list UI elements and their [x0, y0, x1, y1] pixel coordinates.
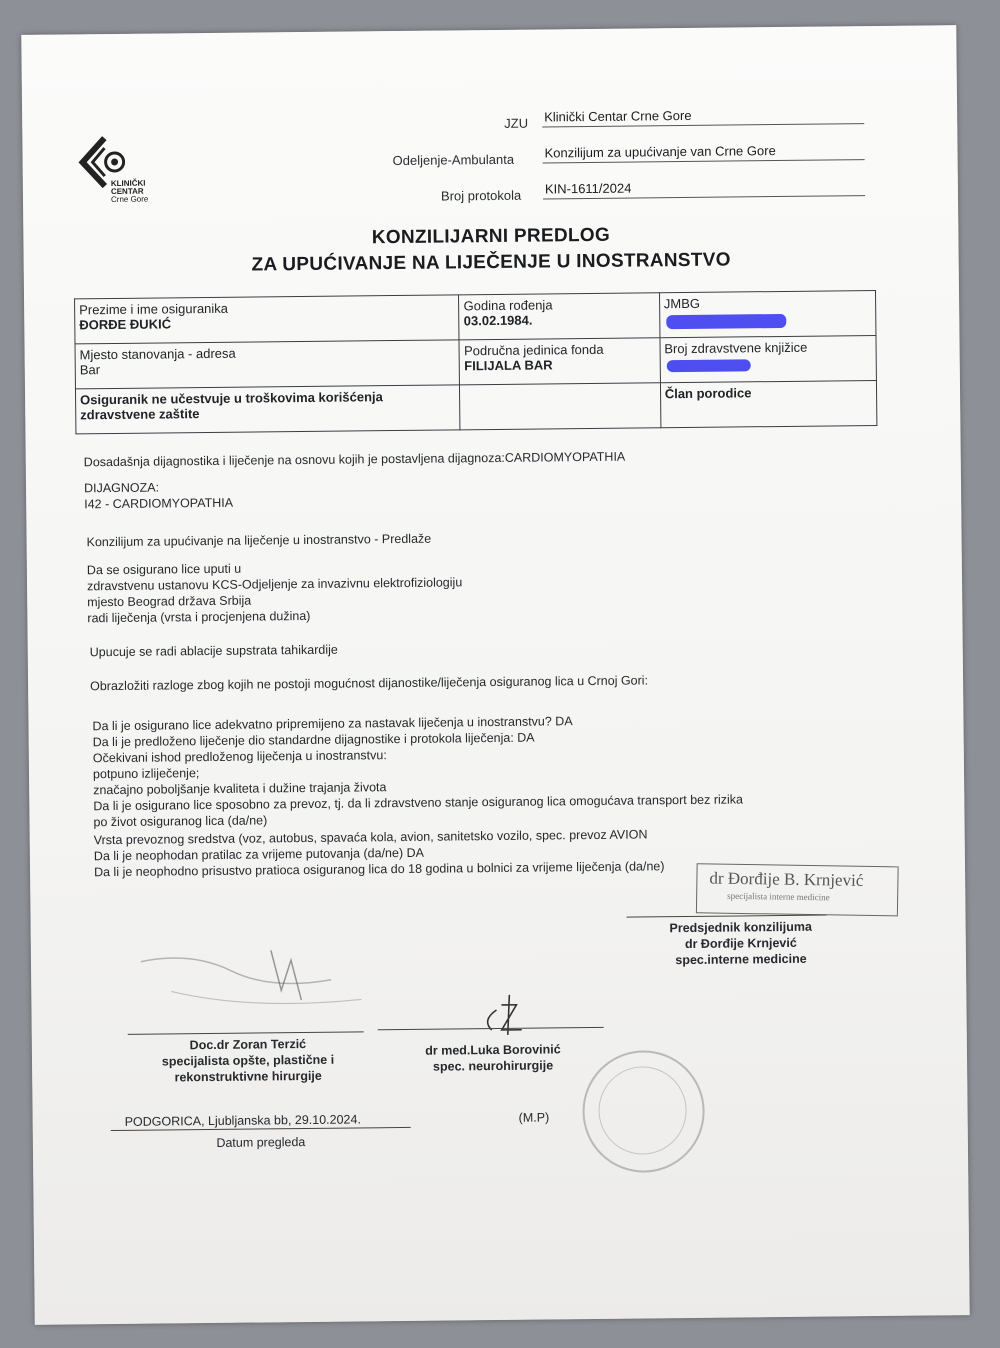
birth-value: 03.02.1984.: [463, 312, 533, 329]
left-sig-spec1: specijalista opšte, plastične i: [161, 1052, 335, 1069]
question-6: Da li je osigurano lice sposobno za prevoz, tj. da li zdravstveno stanje osiguranog lica omogućava transport bez rizika: [93, 792, 744, 814]
document-title-line1: KONZILIJARNI PREDLOG: [371, 224, 611, 249]
document-page: [21, 25, 969, 1325]
left-sig-name: Doc.dr Zoran Terzić: [189, 1037, 307, 1053]
address-label: Mjesto stanovanja - adresa: [79, 345, 236, 363]
birth-cell: [459, 293, 660, 340]
signature-borovinic-icon: [471, 990, 542, 1041]
patient-info-table: [74, 290, 877, 434]
birth-label: Godina rođenja: [463, 297, 553, 314]
mid-sig-name: dr med.Luka Borovinić: [425, 1042, 561, 1058]
family-cell: Član porodice: [660, 380, 877, 427]
fund-cell: [459, 338, 660, 385]
chair-spec: spec.interne medicine: [675, 951, 807, 968]
logo-line2: CENTAR: [110, 186, 144, 197]
date-label: Datum pregleda: [216, 1135, 306, 1150]
question-7: po život osiguranog lica (da/ne): [93, 813, 268, 830]
document-title-line2: ZA UPUĆIVANJE NA LIJEČENJE U INOSTRANSTVO: [251, 249, 731, 276]
referral-line1: Da se osigurano lice uputi u: [86, 561, 242, 578]
jmbg-cell: [659, 290, 876, 337]
question-9: Da li je neophodan pratilac za vrijeme putovanja (da/ne) DA: [93, 845, 424, 864]
question-5: značajno poboljšanje kvaliteta i dužine trajanja života: [93, 780, 387, 798]
logo-line3: Crne Gore: [110, 194, 149, 205]
prior-diagnostics: Dosadašnja dijagnostika i liječenje na osnovu kojih je postavljena dijagnoza:CARDIOMYOPATHIA: [83, 449, 626, 470]
name-cell: [75, 295, 460, 344]
jzu-value: Klinički Centar Crne Gore: [542, 106, 864, 127]
referral-reason: Upucuje se radi ablacije supstrata tahikardije: [89, 642, 338, 660]
referral-line2: zdravstvenu ustanovu KCS-Odjeljenje za invazivnu elektrofiziologiju: [86, 575, 463, 594]
jzu-label: JZU: [504, 115, 529, 131]
redaction-mark: [666, 359, 750, 372]
name-value: ĐORĐE ĐUKIĆ: [79, 316, 172, 333]
book-label: Broj zdravstvene knjižice: [664, 339, 808, 357]
left-signature-line: [128, 1031, 364, 1034]
protocol-value: KIN-1611/2024: [543, 178, 865, 199]
book-cell: [660, 335, 877, 382]
council-proposal: Konzilijum za upućivanje na liječenje u inostranstvo - Predlaže: [86, 531, 432, 550]
stamp-name: dr Đorđije B. Krnjević: [709, 868, 864, 890]
chair-signature-line: [627, 915, 827, 918]
dept-value: Konzilijum za upućivanje van Crne Gore: [542, 142, 864, 163]
dept-label: Odeljenje-Ambulanta: [392, 151, 515, 169]
fund-label: Područna jedinica fonda: [463, 341, 604, 359]
referral-line3: mjesto Beograd država Srbija: [87, 593, 252, 610]
justification: Obrazložiti razloge zbog kojih ne postoji mogućnost dijanostike/liječenja osiguranog lica u Crnoj Gori:: [90, 673, 649, 694]
logo-text: [111, 180, 149, 204]
question-3: Očekivani ishod predloženog liječenja u inostranstvu:: [92, 748, 387, 766]
redaction-mark: [666, 314, 786, 329]
signature-terzic-icon: [131, 939, 372, 1032]
question-8: Vrsta prevoznog sredstva (voz, autobus, spavaća kola, avion, sanitetsko vozilo, spec. prevoz AVION: [93, 827, 648, 848]
doctor-stamp: [696, 863, 899, 916]
name-label: Prezime i ime osiguranika: [79, 300, 229, 318]
question-10: Da li je neophodno prisustvo pratioca osiguranog lica do 18 godina u bolnici za vrijeme liječenja (da/ne): [93, 859, 665, 880]
chair-name: dr Đorđije Krnjević: [684, 935, 797, 952]
referral-line4: radi liječenja (vrsta i procjenjena dužina): [87, 608, 311, 626]
place-date: PODGORICA, Ljubljanska bb, 29.10.2024.: [124, 1112, 361, 1129]
round-stamp-inner: [598, 1066, 687, 1155]
mp-label: (M.P): [518, 1110, 550, 1125]
protocol-label: Broj protokola: [440, 187, 522, 204]
empty-cell: [460, 383, 661, 430]
mid-sig-spec: spec. neurohirurgije: [432, 1058, 554, 1074]
left-sig-spec2: rekonstruktivne hirurgije: [174, 1068, 322, 1085]
diagnosis-value: I42 - CARDIOMYOPATHIA: [84, 495, 234, 512]
stamp-sub: specijalista interne medicine: [727, 890, 830, 903]
diagnosis-label: DIJAGNOZA:: [83, 480, 160, 496]
address-value: Bar: [79, 362, 101, 378]
cost-note-cell: Osiguranik ne učestvuje u troškovima korišćenja zdravstvene zaštite: [75, 385, 460, 434]
question-2: Da li je predloženo liječenje dio standardne dijagnostike i protokola liječenja: DA: [92, 730, 535, 750]
question-1: Da li je osigurano lice adekvatno pripremijeno za nastavak liječenja u inostranstvu? DA: [92, 714, 573, 734]
question-4: potpuno izliječenje;: [92, 766, 200, 782]
fund-value: FILIJALA BAR: [464, 357, 553, 374]
address-cell: [75, 340, 460, 389]
logo-line1: KLINIČKI: [110, 178, 146, 189]
jmbg-label: JMBG: [663, 295, 701, 312]
chair-title: Predsjednik konzilijuma: [669, 919, 812, 936]
